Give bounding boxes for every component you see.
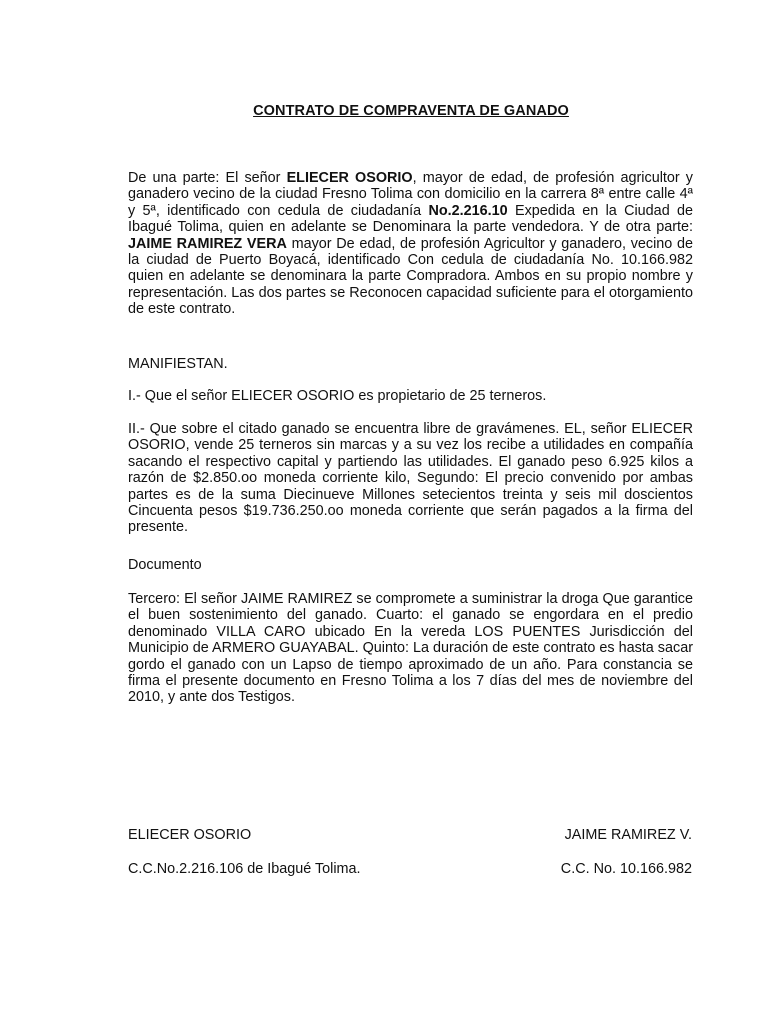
intro-paragraph xyxy=(128,170,693,318)
buyer-signature-id: C.C. No. 10.166.982 xyxy=(560,861,692,877)
clause-3: Tercero: El señor JAIME RAMIREZ se compromete a suministrar la droga Que garantice el buen sostenimiento del ganado. Cuarto: el ganado se engordara en el predio denominado VILLA CARO ubicado En la vereda LOS PUENTES Jurisdicción del Municipio de ARMERO GUAYABAL. Quinto: La duración de este contrato es hasta sacar gordo el ganado con un Lapso de tiempo aproximado de un año. Para constancia se firma el presente documento en Fresno Tolima a los 7 días del mes de noviembre del 2010, y ante dos Testigos. xyxy=(128,591,693,706)
intro-text-d: mayor De edad, de profesión Agricultor y ganadero, vecino de la ciudad de Puerto Boyacá, identificado Con cedula de ciudadanía No. 10.166.982 quien en adelante se denominara la parte Compradora. Ambos en su propio nombre y representación. Las dos partes se Reconocen capacidad suficiente para el otorgamiento de este contrato. xyxy=(128,235,693,318)
clause-2: II.- Que sobre el citado ganado se encuentra libre de gravámenes. EL, señor ELIECER OSORIO, vende 25 terneros sin marcas y a su vez los recibe a utilidades en compañía sacando el respectivo capital y partiendo las utilidades. El ganado peso 6.925 kilos a razón de $2.850.oo moneda corriente kilo, Segundo: El precio convenido por ambas partes es de la suma Diecinueve Millones setecientos treinta y seis mil doscientos Cincuenta pesos $19.736.250.oo moneda corriente que serán pagados a la firma del presente. xyxy=(128,421,693,536)
buyer-name: JAIME RAMIREZ VERA xyxy=(128,235,287,252)
document-title: CONTRATO DE COMPRAVENTA DE GANADO xyxy=(253,103,569,119)
manifiestan-heading: MANIFIESTAN. xyxy=(128,356,228,372)
clause-1: I.- Que el señor ELIECER OSORIO es propietario de 25 terneros. xyxy=(128,388,547,404)
seller-id: No.2.216.10 xyxy=(428,202,508,219)
seller-name: ELIECER OSORIO xyxy=(286,170,413,186)
buyer-signature-name: JAIME RAMIREZ V. xyxy=(564,827,692,843)
seller-signature-name: ELIECER OSORIO xyxy=(128,827,252,843)
intro-text-b: , mayor de edad, de profesión agricultor y ganadero vecino de la ciudad Fresno Tolima con domicilio en la carrera 8ª entre calle 4ª y 5ª, identificado con cedula de ciudadanía xyxy=(128,170,693,219)
seller-signature-id: C.C.No.2.216.106 de Ibagué Tolima. xyxy=(128,861,361,877)
intro-text-c: Expedida en la Ciudad de Ibagué Tolima, quien en adelante se Denominara la parte vendedora. Y de otra parte: xyxy=(128,202,693,236)
intro-text-a: De una parte: El señor xyxy=(128,170,287,186)
documento-heading: Documento xyxy=(128,557,202,573)
